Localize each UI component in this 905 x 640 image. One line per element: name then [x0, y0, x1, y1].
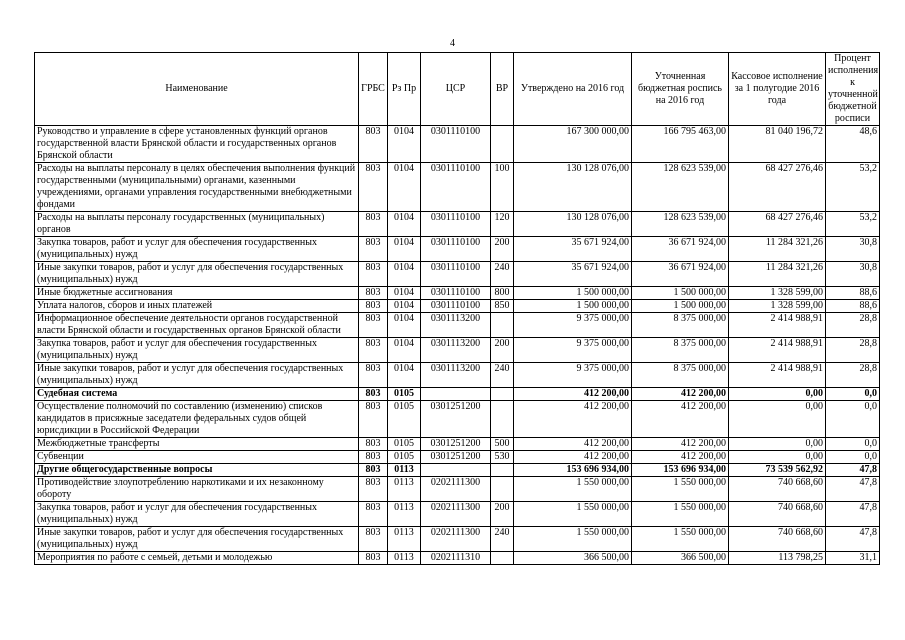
- cell-name: Другие общегосударственные вопросы: [35, 464, 359, 477]
- cell-rzpr: 0113: [388, 502, 421, 527]
- cell-rzpr: 0105: [388, 438, 421, 451]
- cell-grbs: 803: [359, 363, 388, 388]
- cell-csr: 0301110100: [421, 126, 491, 163]
- table-row: [35, 126, 880, 163]
- cell-cash: 0,00: [729, 388, 826, 401]
- cell-approved: 9 375 000,00: [514, 313, 632, 338]
- cell-percent: 47,8: [826, 502, 880, 527]
- cell-cash: 1 328 599,00: [729, 287, 826, 300]
- cell-percent: 0,0: [826, 401, 880, 438]
- cell-percent: 47,8: [826, 477, 880, 502]
- cell-refined: 412 200,00: [632, 401, 729, 438]
- cell-percent: 28,8: [826, 313, 880, 338]
- cell-vr: 240: [491, 262, 514, 287]
- cell-refined: 1 550 000,00: [632, 477, 729, 502]
- col-header-csr: ЦСР: [421, 53, 491, 126]
- cell-csr: 0301251200: [421, 438, 491, 451]
- cell-rzpr: 0104: [388, 237, 421, 262]
- cell-cash: 2 414 988,91: [729, 338, 826, 363]
- cell-approved: 366 500,00: [514, 552, 632, 565]
- cell-vr: 200: [491, 237, 514, 262]
- cell-percent: 30,8: [826, 237, 880, 262]
- cell-rzpr: 0104: [388, 363, 421, 388]
- cell-approved: 130 128 076,00: [514, 163, 632, 212]
- cell-grbs: 803: [359, 237, 388, 262]
- cell-cash: 81 040 196,72: [729, 126, 826, 163]
- cell-approved: 412 200,00: [514, 401, 632, 438]
- cell-name: Иные закупки товаров, работ и услуг для обеспечения государственных (муниципальных) нужд: [35, 262, 359, 287]
- cell-grbs: 803: [359, 300, 388, 313]
- cell-refined: 166 795 463,00: [632, 126, 729, 163]
- cell-vr: [491, 313, 514, 338]
- cell-rzpr: 0113: [388, 477, 421, 502]
- cell-csr: 0301110100: [421, 262, 491, 287]
- cell-approved: 9 375 000,00: [514, 363, 632, 388]
- cell-grbs: 803: [359, 401, 388, 438]
- cell-percent: 28,8: [826, 338, 880, 363]
- cell-csr: 0301251200: [421, 401, 491, 438]
- cell-cash: 0,00: [729, 438, 826, 451]
- cell-approved: 1 500 000,00: [514, 287, 632, 300]
- cell-grbs: 803: [359, 527, 388, 552]
- cell-rzpr: 0104: [388, 338, 421, 363]
- cell-cash: 73 539 562,92: [729, 464, 826, 477]
- cell-refined: 412 200,00: [632, 438, 729, 451]
- cell-vr: [491, 401, 514, 438]
- table-row: [35, 262, 880, 287]
- cell-cash: 740 668,60: [729, 527, 826, 552]
- cell-cash: 740 668,60: [729, 502, 826, 527]
- cell-cash: 11 284 321,26: [729, 237, 826, 262]
- cell-grbs: 803: [359, 464, 388, 477]
- table-row: [35, 502, 880, 527]
- cell-approved: 130 128 076,00: [514, 212, 632, 237]
- cell-csr: 0301110100: [421, 237, 491, 262]
- cell-refined: 128 623 539,00: [632, 212, 729, 237]
- cell-refined: 1 550 000,00: [632, 527, 729, 552]
- cell-csr: 0202111300: [421, 527, 491, 552]
- cell-approved: 35 671 924,00: [514, 262, 632, 287]
- cell-grbs: 803: [359, 438, 388, 451]
- cell-refined: 153 696 934,00: [632, 464, 729, 477]
- cell-vr: [491, 388, 514, 401]
- cell-cash: 11 284 321,26: [729, 262, 826, 287]
- cell-name: Иные закупки товаров, работ и услуг для обеспечения государственных (муниципальных) нужд: [35, 527, 359, 552]
- cell-refined: 412 200,00: [632, 451, 729, 464]
- cell-csr: 0301251200: [421, 451, 491, 464]
- cell-grbs: 803: [359, 477, 388, 502]
- cell-percent: 30,8: [826, 262, 880, 287]
- cell-approved: 35 671 924,00: [514, 237, 632, 262]
- cell-name: Руководство и управление в сфере установленных функций органов государственной власти Брянской области и государственных органов Брянской области: [35, 126, 359, 163]
- cell-name: Субвенции: [35, 451, 359, 464]
- cell-cash: 1 328 599,00: [729, 300, 826, 313]
- table-row: [35, 313, 880, 338]
- cell-refined: 36 671 924,00: [632, 262, 729, 287]
- table-row: [35, 363, 880, 388]
- cell-refined: 36 671 924,00: [632, 237, 729, 262]
- cell-grbs: 803: [359, 212, 388, 237]
- page-number: 4: [450, 38, 455, 49]
- cell-percent: 47,8: [826, 464, 880, 477]
- table-row: [35, 163, 880, 212]
- cell-vr: 120: [491, 212, 514, 237]
- cell-name: Закупка товаров, работ и услуг для обеспечения государственных (муниципальных) нужд: [35, 502, 359, 527]
- table-row: [35, 477, 880, 502]
- table-row: [35, 527, 880, 552]
- cell-cash: 0,00: [729, 401, 826, 438]
- cell-rzpr: 0104: [388, 313, 421, 338]
- cell-grbs: 803: [359, 126, 388, 163]
- cell-csr: 0301110100: [421, 163, 491, 212]
- cell-approved: 9 375 000,00: [514, 338, 632, 363]
- col-header-name: Наименование: [35, 53, 359, 126]
- cell-grbs: 803: [359, 451, 388, 464]
- cell-vr: 530: [491, 451, 514, 464]
- col-header-vr: ВР: [491, 53, 514, 126]
- cell-name: Расходы на выплаты персоналу в целях обеспечения выполнения функций государственными (муниципальными) органами, казенными учреждениями, органами управления государственными внебюджетными фондами: [35, 163, 359, 212]
- table-row: [35, 552, 880, 565]
- cell-vr: [491, 464, 514, 477]
- cell-csr: 0301110100: [421, 300, 491, 313]
- cell-percent: 53,2: [826, 212, 880, 237]
- cell-approved: 1 550 000,00: [514, 477, 632, 502]
- cell-refined: 8 375 000,00: [632, 313, 729, 338]
- cell-csr: 0301113200: [421, 313, 491, 338]
- cell-csr: 0202111310: [421, 552, 491, 565]
- cell-name: Расходы на выплаты персоналу государственных (муниципальных) органов: [35, 212, 359, 237]
- cell-rzpr: 0104: [388, 212, 421, 237]
- table-row: [35, 388, 880, 401]
- table-row: [35, 212, 880, 237]
- cell-refined: 8 375 000,00: [632, 363, 729, 388]
- cell-name: Мероприятия по работе с семьей, детьми и молодежью: [35, 552, 359, 565]
- cell-percent: 47,8: [826, 527, 880, 552]
- cell-cash: 2 414 988,91: [729, 363, 826, 388]
- cell-csr: 0202111300: [421, 502, 491, 527]
- cell-csr: [421, 464, 491, 477]
- cell-grbs: 803: [359, 163, 388, 212]
- cell-grbs: 803: [359, 502, 388, 527]
- cell-refined: 1 550 000,00: [632, 502, 729, 527]
- cell-rzpr: 0104: [388, 287, 421, 300]
- cell-name: Судебная система: [35, 388, 359, 401]
- cell-csr: 0202111300: [421, 477, 491, 502]
- cell-cash: 0,00: [729, 451, 826, 464]
- table-row: [35, 237, 880, 262]
- cell-percent: 0,0: [826, 451, 880, 464]
- cell-refined: 412 200,00: [632, 388, 729, 401]
- cell-vr: 240: [491, 363, 514, 388]
- table-row: [35, 287, 880, 300]
- table-row: [35, 438, 880, 451]
- budget-table: [34, 52, 880, 565]
- col-header-approved: Утверждено на 2016 год: [514, 53, 632, 126]
- cell-rzpr: 0105: [388, 401, 421, 438]
- table-row: [35, 401, 880, 438]
- cell-csr: 0301113200: [421, 363, 491, 388]
- col-header-percent: Процент исполнения к уточненной бюджетной росписи: [826, 53, 880, 126]
- cell-rzpr: 0104: [388, 300, 421, 313]
- cell-grbs: 803: [359, 338, 388, 363]
- table-header-row: [35, 53, 880, 126]
- cell-cash: 113 798,25: [729, 552, 826, 565]
- cell-csr: 0301110100: [421, 212, 491, 237]
- cell-csr: [421, 388, 491, 401]
- table-row: [35, 338, 880, 363]
- cell-approved: 1 500 000,00: [514, 300, 632, 313]
- cell-name: Иные закупки товаров, работ и услуг для обеспечения государственных (муниципальных) нужд: [35, 363, 359, 388]
- cell-refined: 366 500,00: [632, 552, 729, 565]
- cell-name: Информационное обеспечение деятельности органов государственной власти Брянской области и государственных органов Брянской области: [35, 313, 359, 338]
- cell-grbs: 803: [359, 552, 388, 565]
- cell-rzpr: 0113: [388, 527, 421, 552]
- cell-approved: 153 696 934,00: [514, 464, 632, 477]
- table-row: [35, 300, 880, 313]
- cell-rzpr: 0104: [388, 126, 421, 163]
- cell-vr: 240: [491, 527, 514, 552]
- cell-csr: 0301110100: [421, 287, 491, 300]
- col-header-rzpr: Рз Пр: [388, 53, 421, 126]
- cell-percent: 48,6: [826, 126, 880, 163]
- col-header-cash: Кассовое исполнение за 1 полугодие 2016 года: [729, 53, 826, 126]
- cell-approved: 167 300 000,00: [514, 126, 632, 163]
- cell-vr: 850: [491, 300, 514, 313]
- col-header-refined: Уточненная бюджетная роспись на 2016 год: [632, 53, 729, 126]
- cell-rzpr: 0113: [388, 552, 421, 565]
- cell-approved: 412 200,00: [514, 438, 632, 451]
- cell-approved: 1 550 000,00: [514, 527, 632, 552]
- cell-grbs: 803: [359, 313, 388, 338]
- cell-percent: 0,0: [826, 438, 880, 451]
- cell-grbs: 803: [359, 262, 388, 287]
- cell-percent: 0,0: [826, 388, 880, 401]
- cell-rzpr: 0104: [388, 262, 421, 287]
- cell-vr: [491, 126, 514, 163]
- cell-name: Уплата налогов, сборов и иных платежей: [35, 300, 359, 313]
- cell-name: Осуществление полномочий по составлению (изменению) списков кандидатов в присяжные заседатели федеральных судов общей юрисдикции в Российской Федерации: [35, 401, 359, 438]
- cell-percent: 88,6: [826, 300, 880, 313]
- table-row: [35, 464, 880, 477]
- cell-cash: 68 427 276,46: [729, 212, 826, 237]
- cell-rzpr: 0104: [388, 163, 421, 212]
- cell-cash: 2 414 988,91: [729, 313, 826, 338]
- cell-refined: 1 500 000,00: [632, 287, 729, 300]
- cell-csr: 0301113200: [421, 338, 491, 363]
- cell-grbs: 803: [359, 287, 388, 300]
- cell-rzpr: 0113: [388, 464, 421, 477]
- table-row: [35, 451, 880, 464]
- cell-approved: 1 550 000,00: [514, 502, 632, 527]
- cell-percent: 28,8: [826, 363, 880, 388]
- cell-name: Противодействие злоупотреблению наркотиками и их незаконному обороту: [35, 477, 359, 502]
- cell-name: Иные бюджетные ассигнования: [35, 287, 359, 300]
- cell-vr: [491, 552, 514, 565]
- cell-name: Межбюджетные трансферты: [35, 438, 359, 451]
- cell-name: Закупка товаров, работ и услуг для обеспечения государственных (муниципальных) нужд: [35, 338, 359, 363]
- cell-rzpr: 0105: [388, 388, 421, 401]
- cell-approved: 412 200,00: [514, 388, 632, 401]
- cell-rzpr: 0105: [388, 451, 421, 464]
- cell-percent: 31,1: [826, 552, 880, 565]
- cell-vr: 500: [491, 438, 514, 451]
- cell-cash: 740 668,60: [729, 477, 826, 502]
- cell-refined: 128 623 539,00: [632, 163, 729, 212]
- cell-vr: [491, 477, 514, 502]
- cell-vr: 200: [491, 338, 514, 363]
- cell-refined: 8 375 000,00: [632, 338, 729, 363]
- col-header-grbs: ГРБС: [359, 53, 388, 126]
- cell-percent: 88,6: [826, 287, 880, 300]
- cell-vr: 800: [491, 287, 514, 300]
- cell-grbs: 803: [359, 388, 388, 401]
- cell-vr: 200: [491, 502, 514, 527]
- cell-name: Закупка товаров, работ и услуг для обеспечения государственных (муниципальных) нужд: [35, 237, 359, 262]
- cell-refined: 1 500 000,00: [632, 300, 729, 313]
- cell-cash: 68 427 276,46: [729, 163, 826, 212]
- cell-vr: 100: [491, 163, 514, 212]
- cell-approved: 412 200,00: [514, 451, 632, 464]
- cell-percent: 53,2: [826, 163, 880, 212]
